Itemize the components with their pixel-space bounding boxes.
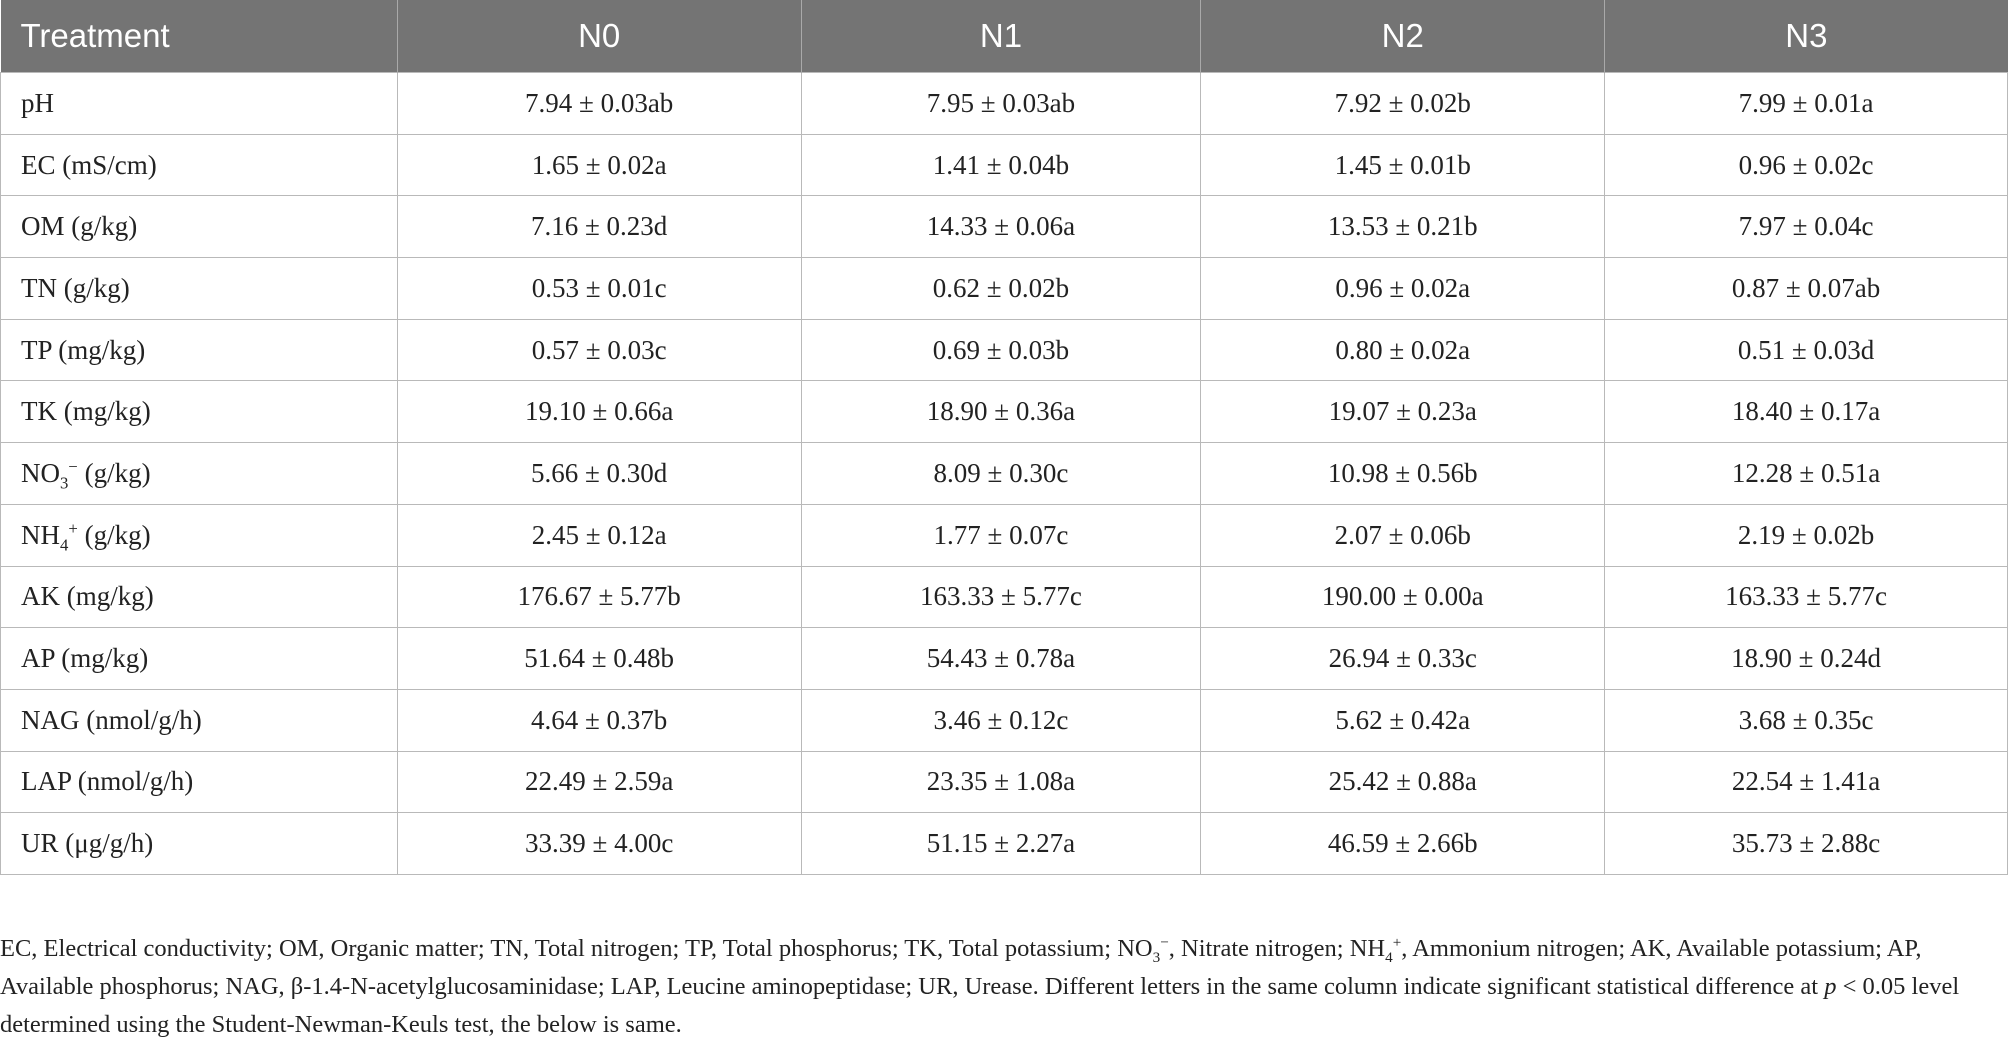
table-cell: 1.45 ± 0.01b bbox=[1201, 134, 1605, 196]
row-label: AP (mg/kg) bbox=[1, 628, 398, 690]
table-cell: 7.16 ± 0.23d bbox=[397, 196, 801, 258]
table-cell: 19.10 ± 0.66a bbox=[397, 381, 801, 443]
table-cell: 7.95 ± 0.03ab bbox=[801, 73, 1201, 135]
table-cell: 18.90 ± 0.24d bbox=[1605, 628, 2008, 690]
row-label: TP (mg/kg) bbox=[1, 319, 398, 381]
row-label: AK (mg/kg) bbox=[1, 566, 398, 628]
table-cell: 51.15 ± 2.27a bbox=[801, 813, 1201, 875]
table-row bbox=[1, 73, 2008, 135]
table-cell: 0.96 ± 0.02a bbox=[1201, 258, 1605, 320]
table-cell: 5.62 ± 0.42a bbox=[1201, 689, 1605, 751]
footnote-p-value: p bbox=[1824, 973, 1837, 1000]
row-label-superscript: − bbox=[68, 456, 78, 476]
footnote-no3-sup: − bbox=[1160, 933, 1169, 951]
table-row bbox=[1, 504, 2008, 566]
footnote-nh4-sub: 4 bbox=[1385, 948, 1393, 966]
table-cell: 14.33 ± 0.06a bbox=[801, 196, 1201, 258]
table-cell: 23.35 ± 1.08a bbox=[801, 751, 1201, 813]
footnote-no3-sub: 3 bbox=[1152, 948, 1161, 966]
table-row bbox=[1, 258, 2008, 320]
table-cell: 7.99 ± 0.01a bbox=[1605, 73, 2008, 135]
row-label-base: NO bbox=[21, 457, 60, 488]
table-cell: 35.73 ± 2.88c bbox=[1605, 813, 2008, 875]
table-cell: 0.51 ± 0.03d bbox=[1605, 319, 2008, 381]
column-header-n0: N0 bbox=[397, 0, 801, 73]
table-cell: 2.19 ± 0.02b bbox=[1605, 504, 2008, 566]
footnote-text-1: EC, Electrical conductivity; OM, Organic matter; TN, Total nitrogen; TP, Total phosphorus; TK, Total potassium; NO bbox=[0, 935, 1153, 962]
column-header-n3: N3 bbox=[1605, 0, 2008, 73]
table-cell: 8.09 ± 0.30c bbox=[801, 443, 1201, 505]
row-label: LAP (nmol/g/h) bbox=[1, 751, 398, 813]
row-label bbox=[1, 443, 398, 505]
table-cell: 54.43 ± 0.78a bbox=[801, 628, 1201, 690]
table-cell: 13.53 ± 0.21b bbox=[1201, 196, 1605, 258]
table-row bbox=[1, 381, 2008, 443]
table-cell: 163.33 ± 5.77c bbox=[801, 566, 1201, 628]
row-label-base: NH bbox=[21, 519, 60, 550]
table-cell: 2.45 ± 0.12a bbox=[397, 504, 801, 566]
table-cell: 46.59 ± 2.66b bbox=[1201, 813, 1605, 875]
row-label-superscript: + bbox=[68, 518, 78, 538]
table-cell: 0.57 ± 0.03c bbox=[397, 319, 801, 381]
table-cell: 176.67 ± 5.77b bbox=[397, 566, 801, 628]
table-cell: 7.94 ± 0.03ab bbox=[397, 73, 801, 135]
footnote-text-2: , Nitrate nitrogen; NH bbox=[1168, 935, 1386, 962]
table-cell: 0.80 ± 0.02a bbox=[1201, 319, 1605, 381]
row-label-subscript: 4 bbox=[60, 535, 69, 555]
table-cell: 19.07 ± 0.23a bbox=[1201, 381, 1605, 443]
row-label: UR (μg/g/h) bbox=[1, 813, 398, 875]
table-cell: 25.42 ± 0.88a bbox=[1201, 751, 1605, 813]
table-row bbox=[1, 751, 2008, 813]
table-cell: 0.62 ± 0.02b bbox=[801, 258, 1201, 320]
column-header-n1: N1 bbox=[801, 0, 1201, 73]
row-label-subscript: 3 bbox=[60, 473, 69, 493]
row-label: TK (mg/kg) bbox=[1, 381, 398, 443]
table-cell: 0.53 ± 0.01c bbox=[397, 258, 801, 320]
table-cell: 163.33 ± 5.77c bbox=[1605, 566, 2008, 628]
table-cell: 18.40 ± 0.17a bbox=[1605, 381, 2008, 443]
row-label: EC (mS/cm) bbox=[1, 134, 398, 196]
table-cell: 3.68 ± 0.35c bbox=[1605, 689, 2008, 751]
table-cell: 10.98 ± 0.56b bbox=[1201, 443, 1605, 505]
table-row bbox=[1, 566, 2008, 628]
column-header-treatment: Treatment bbox=[1, 0, 398, 73]
table-row bbox=[1, 813, 2008, 875]
row-label-unit: (g/kg) bbox=[77, 457, 151, 488]
table-cell: 190.00 ± 0.00a bbox=[1201, 566, 1605, 628]
table-cell: 4.64 ± 0.37b bbox=[397, 689, 801, 751]
table-cell: 1.65 ± 0.02a bbox=[397, 134, 801, 196]
row-label: NAG (nmol/g/h) bbox=[1, 689, 398, 751]
row-label: OM (g/kg) bbox=[1, 196, 398, 258]
table-cell: 22.49 ± 2.59a bbox=[397, 751, 801, 813]
table-row bbox=[1, 319, 2008, 381]
row-label-unit: (g/kg) bbox=[77, 519, 151, 550]
table-cell: 5.66 ± 0.30d bbox=[397, 443, 801, 505]
table-row bbox=[1, 134, 2008, 196]
table-row bbox=[1, 196, 2008, 258]
table-cell: 0.87 ± 0.07ab bbox=[1605, 258, 2008, 320]
table-cell: 1.77 ± 0.07c bbox=[801, 504, 1201, 566]
table-cell: 51.64 ± 0.48b bbox=[397, 628, 801, 690]
table-cell: 22.54 ± 1.41a bbox=[1605, 751, 2008, 813]
column-header-n2: N2 bbox=[1201, 0, 1605, 73]
footnote-nh4-sup: + bbox=[1392, 933, 1402, 951]
footnote-text-3: , Ammonium nitrogen; AK, Available potassium; AP, Available phosphorus; NAG, β-1.4-N-acetylglucosaminidase; LAP, Leucine aminopeptidase; UR, Urease. Different letters in the same column indicate significant statistical difference at bbox=[0, 935, 1922, 1000]
table-header-row bbox=[1, 0, 2008, 73]
table-footnote bbox=[0, 930, 2005, 1044]
table-cell: 26.94 ± 0.33c bbox=[1201, 628, 1605, 690]
row-label bbox=[1, 504, 398, 566]
table-cell: 7.97 ± 0.04c bbox=[1605, 196, 2008, 258]
table-cell: 12.28 ± 0.51a bbox=[1605, 443, 2008, 505]
table-cell: 1.41 ± 0.04b bbox=[801, 134, 1201, 196]
table-cell: 3.46 ± 0.12c bbox=[801, 689, 1201, 751]
footnote-text-4: < 0.05 level determined using the Student-Newman-Keuls test, the below is same. bbox=[0, 973, 1960, 1038]
table-cell: 7.92 ± 0.02b bbox=[1201, 73, 1605, 135]
table-row bbox=[1, 689, 2008, 751]
table-cell: 33.39 ± 4.00c bbox=[397, 813, 801, 875]
row-label: pH bbox=[1, 73, 398, 135]
table-cell: 18.90 ± 0.36a bbox=[801, 381, 1201, 443]
table-cell: 0.96 ± 0.02c bbox=[1605, 134, 2008, 196]
table-cell: 0.69 ± 0.03b bbox=[801, 319, 1201, 381]
table-row bbox=[1, 628, 2008, 690]
row-label: TN (g/kg) bbox=[1, 258, 398, 320]
table-row bbox=[1, 443, 2008, 505]
table-cell: 2.07 ± 0.06b bbox=[1201, 504, 1605, 566]
